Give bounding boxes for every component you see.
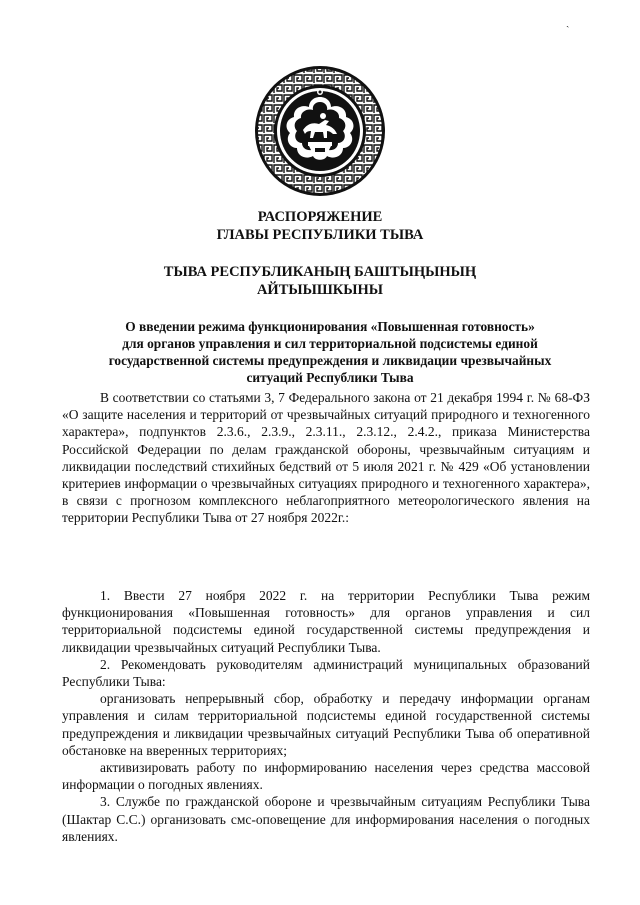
order-paragraph-2: 2. Рекомендовать руководителям администраций муниципальных образований Республики Тыва: bbox=[62, 656, 590, 690]
order-paragraph-2-item-a: организовать непрерывный сбор, обработку и передачу информации органам управления и силам территориальной подсистемы единой государственной системы предупреждения и ликвидации чрезвычайных ситуаций Республики Тыва об оперативной обстановке на вверенных территориях; bbox=[62, 691, 590, 758]
preamble-block bbox=[62, 389, 590, 527]
orders-block bbox=[62, 587, 590, 845]
document-type-heading: РАСПОРЯЖЕНИЕ bbox=[257, 209, 383, 225]
corner-mark: ˎ bbox=[566, 17, 570, 28]
tuvan-heading-line2: АЙТЫЫШКЫНЫ bbox=[256, 282, 384, 298]
preamble-paragraph: В соответствии со статьями 3, 7 Федерального закона от 21 декабря 1994 г. № 68-ФЗ «О защите населения и территорий от чрезвычайных ситуаций природного и техногенного характера», подпунктов 2.3.6., 2.3.9., 2.3.11., 2.3.12., 2.4.2., приказа Министерства Российской Федерации по делам гражданской обороны, чрезвычайным ситуациям и ликвидации последствий стихийных бедствий от 5 июля 2021 г. № 429 «Об установлении критериев информации о чрезвычайных ситуациях природного и техногенного характера», в связи с прогнозом комплексного неблагоприятного метеорологического явления на территории Республики Тыва от 27 ноября 2022г.: bbox=[62, 390, 590, 526]
title-line-4: ситуаций Республики Тыва bbox=[246, 370, 414, 385]
order-paragraph-2-item-b: активизировать работу по информированию населения через средства массовой информации о погодных явлениях. bbox=[62, 760, 590, 793]
title-line-2: для органов управления и сил территориальной подсистемы единой bbox=[122, 336, 538, 351]
order-paragraph-3: 3. Службе по гражданской обороне и чрезвычайным ситуациям Республики Тыва (Шактар С.С.) организовать смс-оповещение для информирования населения о погодных явлениях. bbox=[62, 794, 590, 844]
coat-of-arms-emblem bbox=[253, 64, 387, 198]
document-title bbox=[60, 318, 600, 386]
tuvan-heading-line1: ТЫВА РЕСПУБЛИКАНЫҢ БАШТЫҢЫНЫҢ bbox=[163, 264, 477, 280]
order-paragraph-1: 1. Ввести 27 ноября 2022 г. на территории Республики Тыва режим функционирования «Повышенная готовность» для органов управления и сил территориальной подсистемы единой государственной системы предупреждения и ликвидации чрезвычайных ситуаций Республики Тыва. bbox=[62, 588, 590, 655]
title-line-1: О введении режима функционирования «Повышенная готовность» bbox=[125, 319, 535, 334]
title-line-3: государственной системы предупреждения и ликвидации чрезвычайных bbox=[108, 353, 552, 368]
issuer-heading: ГЛАВЫ РЕСПУБЛИКИ ТЫВА bbox=[216, 227, 424, 243]
